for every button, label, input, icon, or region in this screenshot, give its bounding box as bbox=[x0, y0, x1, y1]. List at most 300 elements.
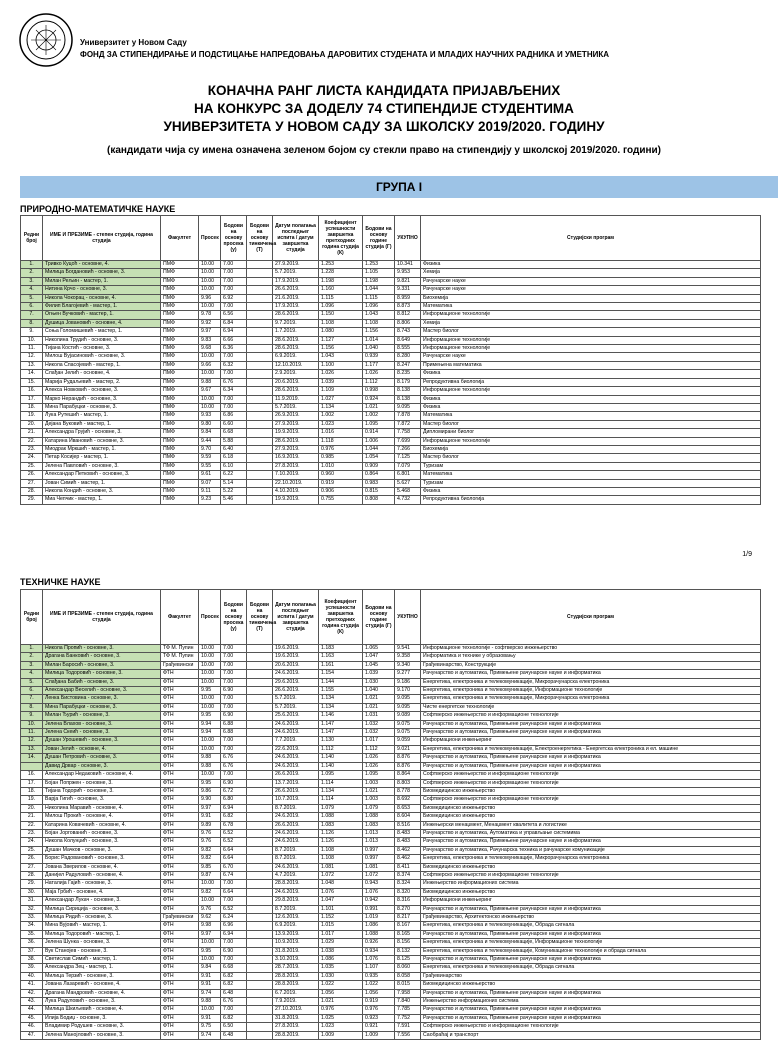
table-cell: Маја Грбић - основне, 4. bbox=[43, 888, 161, 896]
table-cell: 0.919 bbox=[363, 998, 395, 1006]
table-cell: 28. bbox=[21, 487, 43, 495]
table-cell: 9.358 bbox=[395, 653, 421, 661]
table-cell: ФТН bbox=[161, 729, 199, 737]
table-cell: 8.374 bbox=[395, 871, 421, 879]
table-cell: 1.253 bbox=[363, 261, 395, 269]
table-row bbox=[21, 695, 761, 703]
table-cell: 8.165 bbox=[395, 930, 421, 938]
table-cell: 17. bbox=[21, 395, 43, 403]
table-cell: 7.00 bbox=[221, 403, 247, 411]
table-cell: Дејана Вуковић - мастер, 1. bbox=[43, 420, 161, 428]
table-cell bbox=[247, 403, 273, 411]
table-cell bbox=[247, 437, 273, 445]
table-cell: 0.960 bbox=[319, 471, 363, 479]
table-cell bbox=[247, 471, 273, 479]
table-cell bbox=[247, 387, 273, 395]
table-cell: 10.7.2019. bbox=[273, 796, 319, 804]
table-cell: 9.88 bbox=[199, 762, 221, 770]
table-cell: Никола Спасојевић - мастер, 1. bbox=[43, 361, 161, 369]
table-cell: 6.56 bbox=[221, 311, 247, 319]
table-cell: 6.82 bbox=[221, 813, 247, 821]
table-cell: 8.316 bbox=[395, 897, 421, 905]
table-cell: ПМФ bbox=[161, 420, 199, 428]
table-cell: 9.97 bbox=[199, 328, 221, 336]
table-cell: 9.170 bbox=[395, 687, 421, 695]
table-cell: Информационе технологије bbox=[421, 437, 761, 445]
table-cell: 6.18 bbox=[221, 454, 247, 462]
table-cell: 7.00 bbox=[221, 695, 247, 703]
table-cell: 9.7.2019. bbox=[273, 319, 319, 327]
table-cell: 1.140 bbox=[319, 754, 363, 762]
table-cell: 1.072 bbox=[363, 871, 395, 879]
column-header: Датум полагања последњег испита / датум завршетка студија bbox=[273, 216, 319, 261]
table-cell: 27. bbox=[21, 479, 43, 487]
table-row bbox=[21, 939, 761, 947]
table-cell bbox=[247, 981, 273, 989]
table-cell: 7.00 bbox=[221, 1006, 247, 1014]
table-row bbox=[21, 729, 761, 737]
table-cell bbox=[247, 487, 273, 495]
table-cell: 6.48 bbox=[221, 989, 247, 997]
table-cell: 9.93 bbox=[199, 412, 221, 420]
table-cell: 1.026 bbox=[363, 762, 395, 770]
table-cell: ФТН bbox=[161, 863, 199, 871]
fund-name: ФОНД ЗА СТИПЕНДИРАЊЕ И ПОДСТИЦАЊЕ НАПРЕДОВАЊА ДАРОВИТИХ СТУДЕНАТА И МЛАДИХ НАУЧНИХ РАДНИКА И УМЕТНИКА bbox=[80, 50, 610, 59]
table-cell: 1.079 bbox=[363, 804, 395, 812]
table-cell: Јована Лазаревић - основне, 4. bbox=[43, 981, 161, 989]
table-cell: ПМФ bbox=[161, 378, 199, 386]
table-row bbox=[21, 998, 761, 1006]
column-header: Редни број bbox=[21, 216, 43, 261]
table-cell: 1.006 bbox=[363, 437, 395, 445]
title-note: (кандидати чија су имена означена зеленом бојом су стекли право на стипендију у школској 2019/2020. години) bbox=[106, 145, 662, 156]
table-cell: 5.22 bbox=[221, 487, 247, 495]
table-cell: 1.045 bbox=[363, 661, 395, 669]
table-cell: 1.040 bbox=[363, 687, 395, 695]
table-cell: 1.108 bbox=[319, 855, 363, 863]
table-cell: Физика bbox=[421, 261, 761, 269]
table-cell: 9.85 bbox=[199, 863, 221, 871]
table-row bbox=[21, 269, 761, 277]
table-row bbox=[21, 737, 761, 745]
table-cell: ФТН bbox=[161, 880, 199, 888]
table-row bbox=[21, 720, 761, 728]
table-cell: ФТН bbox=[161, 1014, 199, 1022]
table-cell: 10.00 bbox=[199, 261, 221, 269]
table-cell bbox=[247, 880, 273, 888]
table-cell: Инжењерство информационих система bbox=[421, 880, 761, 888]
table-cell: 7.878 bbox=[395, 412, 421, 420]
table-cell: 8.270 bbox=[395, 905, 421, 913]
table-cell: 9.89 bbox=[199, 821, 221, 829]
table-cell: 7.10.2019. bbox=[273, 471, 319, 479]
table-cell: 1.095 bbox=[363, 420, 395, 428]
table-cell: 8.132 bbox=[395, 947, 421, 955]
table-cell: 6.34 bbox=[221, 387, 247, 395]
table-cell: ФТН bbox=[161, 712, 199, 720]
table-header-row bbox=[21, 216, 761, 261]
table-cell: 1.134 bbox=[319, 403, 363, 411]
table-cell: 6.90 bbox=[221, 779, 247, 787]
table-cell: 2. bbox=[21, 653, 43, 661]
table-cell bbox=[247, 645, 273, 653]
table-cell bbox=[247, 998, 273, 1006]
table-cell: 1.088 bbox=[363, 930, 395, 938]
table-cell: Рачунарство и аутоматика, Примењене рачунарске науке и информатика bbox=[421, 729, 761, 737]
table-cell: 25. bbox=[21, 846, 43, 854]
table-cell: ПМФ bbox=[161, 261, 199, 269]
table-cell: 1.083 bbox=[363, 821, 395, 829]
table-row bbox=[21, 437, 761, 445]
document-title bbox=[0, 82, 768, 160]
table-cell: 1.081 bbox=[319, 863, 363, 871]
table-cell: 1.010 bbox=[319, 462, 363, 470]
table-cell: 6.68 bbox=[221, 429, 247, 437]
table-cell: Никола Колунџић - основне, 3. bbox=[43, 838, 161, 846]
table-cell: Математика bbox=[421, 471, 761, 479]
table-cell: 1.054 bbox=[363, 454, 395, 462]
table-cell: 1.127 bbox=[319, 336, 363, 344]
table-cell: Енергетика, електроника и телекомуникације, Обрада сигнала bbox=[421, 964, 761, 972]
table-cell: Енергетика, електроника и телекомуникације, Обрада сигнала bbox=[421, 922, 761, 930]
table-cell: 13. bbox=[21, 745, 43, 753]
table-cell: ФТН bbox=[161, 670, 199, 678]
column-header: Бодови на основу просека (у) bbox=[221, 216, 247, 261]
table-cell: 5.88 bbox=[221, 437, 247, 445]
table-row bbox=[21, 804, 761, 812]
table-cell: 9.95 bbox=[199, 947, 221, 955]
table-cell: 5. bbox=[21, 678, 43, 686]
table-cell: ФТН bbox=[161, 939, 199, 947]
table-cell bbox=[247, 261, 273, 269]
table-cell: Енергетика, електроника и телекомуникације, Комуникационе технологије и обрада сигнала bbox=[421, 947, 761, 955]
table-cell: Репродуктивна биологија bbox=[421, 378, 761, 386]
table-cell: Борис Радовановић - основне, 3. bbox=[43, 855, 161, 863]
table-cell: 25. bbox=[21, 462, 43, 470]
table-cell: 1.114 bbox=[319, 779, 363, 787]
table-row bbox=[21, 947, 761, 955]
table-cell: 6.82 bbox=[221, 1014, 247, 1022]
column-header: ИМЕ И ПРЕЗИМЕ - степен студија, година студија bbox=[43, 216, 161, 261]
table-row bbox=[21, 863, 761, 871]
table-cell: 18. bbox=[21, 787, 43, 795]
table-cell: 9. bbox=[21, 712, 43, 720]
table-cell: Марко Нерандић - основне, 3. bbox=[43, 395, 161, 403]
table-row bbox=[21, 661, 761, 669]
table-cell: 8.692 bbox=[395, 796, 421, 804]
table-header-row bbox=[21, 590, 761, 645]
table-cell: 9.95 bbox=[199, 779, 221, 787]
table-row bbox=[21, 956, 761, 964]
table-cell: Грађевински bbox=[161, 661, 199, 669]
table-cell: 38. bbox=[21, 956, 43, 964]
table-cell: 6.40 bbox=[221, 445, 247, 453]
table-cell: 44. bbox=[21, 1006, 43, 1014]
table-cell: ПМФ bbox=[161, 303, 199, 311]
table-cell: 1.088 bbox=[319, 813, 363, 821]
table-cell: 6.80 bbox=[221, 796, 247, 804]
table-cell bbox=[247, 661, 273, 669]
table-cell: Александра Грујић - основне, 3. bbox=[43, 429, 161, 437]
table-row bbox=[21, 964, 761, 972]
table-cell: ПМФ bbox=[161, 462, 199, 470]
table-cell: 21.6.2019. bbox=[273, 294, 319, 302]
table-cell bbox=[247, 939, 273, 947]
university-seal-icon bbox=[18, 12, 74, 68]
table-cell: 9.76 bbox=[199, 829, 221, 837]
table-cell: 0.998 bbox=[363, 387, 395, 395]
table-cell: 7.752 bbox=[395, 1014, 421, 1022]
table-cell: Инжењерство информационих система bbox=[421, 998, 761, 1006]
table-cell: Софтверско инжењерство и информационе технологије bbox=[421, 1023, 761, 1031]
table-cell: Бојан Попржен - основне, 3. bbox=[43, 779, 161, 787]
table-row bbox=[21, 653, 761, 661]
table-cell: 26. bbox=[21, 471, 43, 479]
table-cell: ПМФ bbox=[161, 429, 199, 437]
table-cell: 23. bbox=[21, 445, 43, 453]
table-row bbox=[21, 888, 761, 896]
table-cell: 9.23 bbox=[199, 496, 221, 504]
table-cell: 10.00 bbox=[199, 745, 221, 753]
table-cell: 1.163 bbox=[319, 653, 363, 661]
table-cell: Миа Чепчик - мастер, 1. bbox=[43, 496, 161, 504]
table-cell: 8.806 bbox=[395, 319, 421, 327]
table-cell: ПМФ bbox=[161, 361, 199, 369]
table-cell: 4. bbox=[21, 286, 43, 294]
table-cell: 9.55 bbox=[199, 462, 221, 470]
table-cell: 26. bbox=[21, 855, 43, 863]
table-cell: 1.177 bbox=[363, 361, 395, 369]
table-cell: Хемија bbox=[421, 269, 761, 277]
table-cell: 24.6.2019. bbox=[273, 888, 319, 896]
table-cell: 9.74 bbox=[199, 989, 221, 997]
column-header: УКУПНО bbox=[395, 216, 421, 261]
table-row bbox=[21, 762, 761, 770]
table-cell: Ленка Бистовина - основне, 3. bbox=[43, 695, 161, 703]
table-cell: 7.00 bbox=[221, 277, 247, 285]
table-cell: Енергетика, електроника и телекомуникације, Микрорачунарска електроника bbox=[421, 695, 761, 703]
table-cell: ПМФ bbox=[161, 311, 199, 319]
table-row bbox=[21, 479, 761, 487]
table-row bbox=[21, 930, 761, 938]
table-cell: 24.6.2019. bbox=[273, 829, 319, 837]
table-cell: 10.00 bbox=[199, 939, 221, 947]
column-header: Редни број bbox=[21, 590, 43, 645]
table-cell: 1.109 bbox=[319, 387, 363, 395]
table-cell: Инжењерски менаџмент, Менаџмент квалитета и логистике bbox=[421, 821, 761, 829]
table-cell: 1.048 bbox=[319, 880, 363, 888]
table-row bbox=[21, 378, 761, 386]
table-cell: 8.483 bbox=[395, 829, 421, 837]
table-cell bbox=[247, 695, 273, 703]
table-cell: 7.00 bbox=[221, 880, 247, 888]
table-cell: 27.10.2019. bbox=[273, 1006, 319, 1014]
table-cell: Физика bbox=[421, 487, 761, 495]
table-cell bbox=[247, 420, 273, 428]
table-cell: 0.926 bbox=[363, 939, 395, 947]
section-title-natural-sciences: ПРИРОДНО-МАТЕМАТИЧКЕ НАУКЕ bbox=[20, 204, 176, 214]
table-cell: 7.00 bbox=[221, 897, 247, 905]
table-row bbox=[21, 496, 761, 504]
table-cell: 15. bbox=[21, 378, 43, 386]
table-cell: 7.00 bbox=[221, 745, 247, 753]
table-cell: 1.015 bbox=[319, 922, 363, 930]
table-cell: 1.108 bbox=[363, 319, 395, 327]
table-cell: 0.976 bbox=[363, 1006, 395, 1014]
table-cell: 9.021 bbox=[395, 745, 421, 753]
table-cell: 9.44 bbox=[199, 437, 221, 445]
table-cell: 12. bbox=[21, 353, 43, 361]
table-cell: 9.76 bbox=[199, 905, 221, 913]
table-cell: Душан Урошевић - основне, 3. bbox=[43, 737, 161, 745]
table-cell: ФТН bbox=[161, 956, 199, 964]
table-cell: 9.82 bbox=[199, 888, 221, 896]
table-cell: 6.7.2019. bbox=[273, 989, 319, 997]
table-cell: 9.089 bbox=[395, 712, 421, 720]
table-cell: 6.96 bbox=[221, 922, 247, 930]
table-cell: 1.112 bbox=[363, 745, 395, 753]
table-cell: Драгана Банковић - основне, 3. bbox=[43, 653, 161, 661]
table-cell: ФТН bbox=[161, 1023, 199, 1031]
table-cell: Рачунарство и аутоматика, Примењене рачунарске науке и информатика bbox=[421, 905, 761, 913]
table-cell: 0.976 bbox=[319, 1006, 363, 1014]
table-row bbox=[21, 905, 761, 913]
table-cell: ФТН bbox=[161, 762, 199, 770]
table-cell: Катарина Ивановић - основне, 3. bbox=[43, 437, 161, 445]
table-row bbox=[21, 855, 761, 863]
table-cell: 7.00 bbox=[221, 370, 247, 378]
table-cell: 27.9.2019. bbox=[273, 445, 319, 453]
table-cell: 9.095 bbox=[395, 695, 421, 703]
table-cell: 7.00 bbox=[221, 939, 247, 947]
table-cell: 9.98 bbox=[199, 922, 221, 930]
table-cell: ПМФ bbox=[161, 294, 199, 302]
table-cell: 6.32 bbox=[221, 361, 247, 369]
table-cell: ПМФ bbox=[161, 479, 199, 487]
table-cell: 6.9.2019. bbox=[273, 353, 319, 361]
table-cell: Милица Терзић - основне, 3. bbox=[43, 972, 161, 980]
table-cell: Душан Петровић - основне, 3. bbox=[43, 754, 161, 762]
table-cell: Чисте енергетске технологије bbox=[421, 703, 761, 711]
table-cell: 0.755 bbox=[319, 496, 363, 504]
table-cell: ПМФ bbox=[161, 496, 199, 504]
table-cell: 28.8.2019. bbox=[273, 981, 319, 989]
table-cell: 0.935 bbox=[363, 972, 395, 980]
table-cell: 28.8.2019. bbox=[273, 1031, 319, 1039]
table-cell: 6. bbox=[21, 687, 43, 695]
table-cell: 1.065 bbox=[363, 645, 395, 653]
table-cell: Софтверско инжењерство и информационе технологије bbox=[421, 796, 761, 804]
table-cell: 26.6.2019. bbox=[273, 787, 319, 795]
table-cell: Милица Сириција - основне, 3. bbox=[43, 905, 161, 913]
table-cell: 6.52 bbox=[221, 829, 247, 837]
table-cell: 1.029 bbox=[319, 939, 363, 947]
table-cell: 6.76 bbox=[221, 754, 247, 762]
table-cell bbox=[247, 286, 273, 294]
table-cell bbox=[247, 712, 273, 720]
table-cell: 10.00 bbox=[199, 303, 221, 311]
table-cell: 10.00 bbox=[199, 695, 221, 703]
table-cell: 8.649 bbox=[395, 336, 421, 344]
table-cell: 16. bbox=[21, 387, 43, 395]
table-cell bbox=[247, 703, 273, 711]
table-cell: 8.320 bbox=[395, 888, 421, 896]
table-cell bbox=[247, 863, 273, 871]
table-cell: 8.604 bbox=[395, 813, 421, 821]
table-cell: 1.072 bbox=[319, 871, 363, 879]
table-cell: ПМФ bbox=[161, 387, 199, 395]
table-cell: 1.253 bbox=[319, 261, 363, 269]
table-cell: Николина Трудић - основне, 3. bbox=[43, 336, 161, 344]
table-cell: 1.096 bbox=[363, 303, 395, 311]
table-cell: Грађевинарство, Конструкције bbox=[421, 661, 761, 669]
table-row bbox=[21, 1014, 761, 1022]
table-cell: Физика bbox=[421, 403, 761, 411]
table-cell: 9.82 bbox=[199, 846, 221, 854]
table-cell: 7.00 bbox=[221, 678, 247, 686]
table-row bbox=[21, 420, 761, 428]
table-cell: 1.112 bbox=[363, 378, 395, 386]
table-cell: Биомедицинско инжењерство bbox=[421, 787, 761, 795]
table-cell: 31.8.2019. bbox=[273, 1014, 319, 1022]
table-cell: 40. bbox=[21, 972, 43, 980]
table-cell: 14. bbox=[21, 370, 43, 378]
table-cell: 30. bbox=[21, 888, 43, 896]
table-cell: 9.88 bbox=[199, 378, 221, 386]
table-cell: 31.8.2019. bbox=[273, 947, 319, 955]
table-cell: 8.156 bbox=[395, 939, 421, 947]
table-cell: ПМФ bbox=[161, 437, 199, 445]
table-cell: 9.94 bbox=[199, 729, 221, 737]
table-cell: 9.83 bbox=[199, 336, 221, 344]
table-cell bbox=[247, 353, 273, 361]
table-cell: 1.026 bbox=[363, 754, 395, 762]
table-cell: 1.115 bbox=[363, 294, 395, 302]
table-cell: 6.24 bbox=[221, 914, 247, 922]
table-cell: Александар Недаковић - основне, 4. bbox=[43, 771, 161, 779]
column-header: Коефицијент успешности завршетка претходних година студија (К) bbox=[319, 590, 363, 645]
title-line-3: УНИВЕРЗИТЕТА У НОВОМ САДУ ЗА ШКОЛСКУ 2019/2020. ГОДИНУ bbox=[163, 119, 605, 134]
table-cell bbox=[247, 319, 273, 327]
table-cell: 1.021 bbox=[363, 787, 395, 795]
table-cell: 1.088 bbox=[363, 813, 395, 821]
table-cell: 9.68 bbox=[199, 345, 221, 353]
table-cell: ФТН bbox=[161, 796, 199, 804]
table-cell: Физика bbox=[421, 395, 761, 403]
table-cell: Рачунарске науке bbox=[421, 286, 761, 294]
table-cell: 28.6.2019. bbox=[273, 387, 319, 395]
table-cell: 1.009 bbox=[319, 1031, 363, 1039]
table-cell: 1.160 bbox=[319, 286, 363, 294]
table-cell: 0.934 bbox=[363, 947, 395, 955]
table-row bbox=[21, 412, 761, 420]
section-title-technical-sciences: ТЕХНИЧКЕ НАУКЕ bbox=[20, 577, 101, 587]
table-row bbox=[21, 361, 761, 369]
table-cell bbox=[247, 479, 273, 487]
column-header: УКУПНО bbox=[395, 590, 421, 645]
title-line-2: НА КОНКУРС ЗА ДОДЕЛУ 74 СТИПЕНДИЈЕ СТУДЕНТИМА bbox=[194, 101, 574, 116]
table-cell: 1.140 bbox=[319, 762, 363, 770]
table-cell: ФТН bbox=[161, 846, 199, 854]
table-cell: ПМФ bbox=[161, 370, 199, 378]
table-cell: 33. bbox=[21, 914, 43, 922]
table-cell: 7.785 bbox=[395, 1006, 421, 1014]
table-cell: 9.340 bbox=[395, 661, 421, 669]
table-cell: 9.075 bbox=[395, 729, 421, 737]
table-cell: 8.864 bbox=[395, 771, 421, 779]
table-cell bbox=[247, 378, 273, 386]
table-cell: ПМФ bbox=[161, 277, 199, 285]
